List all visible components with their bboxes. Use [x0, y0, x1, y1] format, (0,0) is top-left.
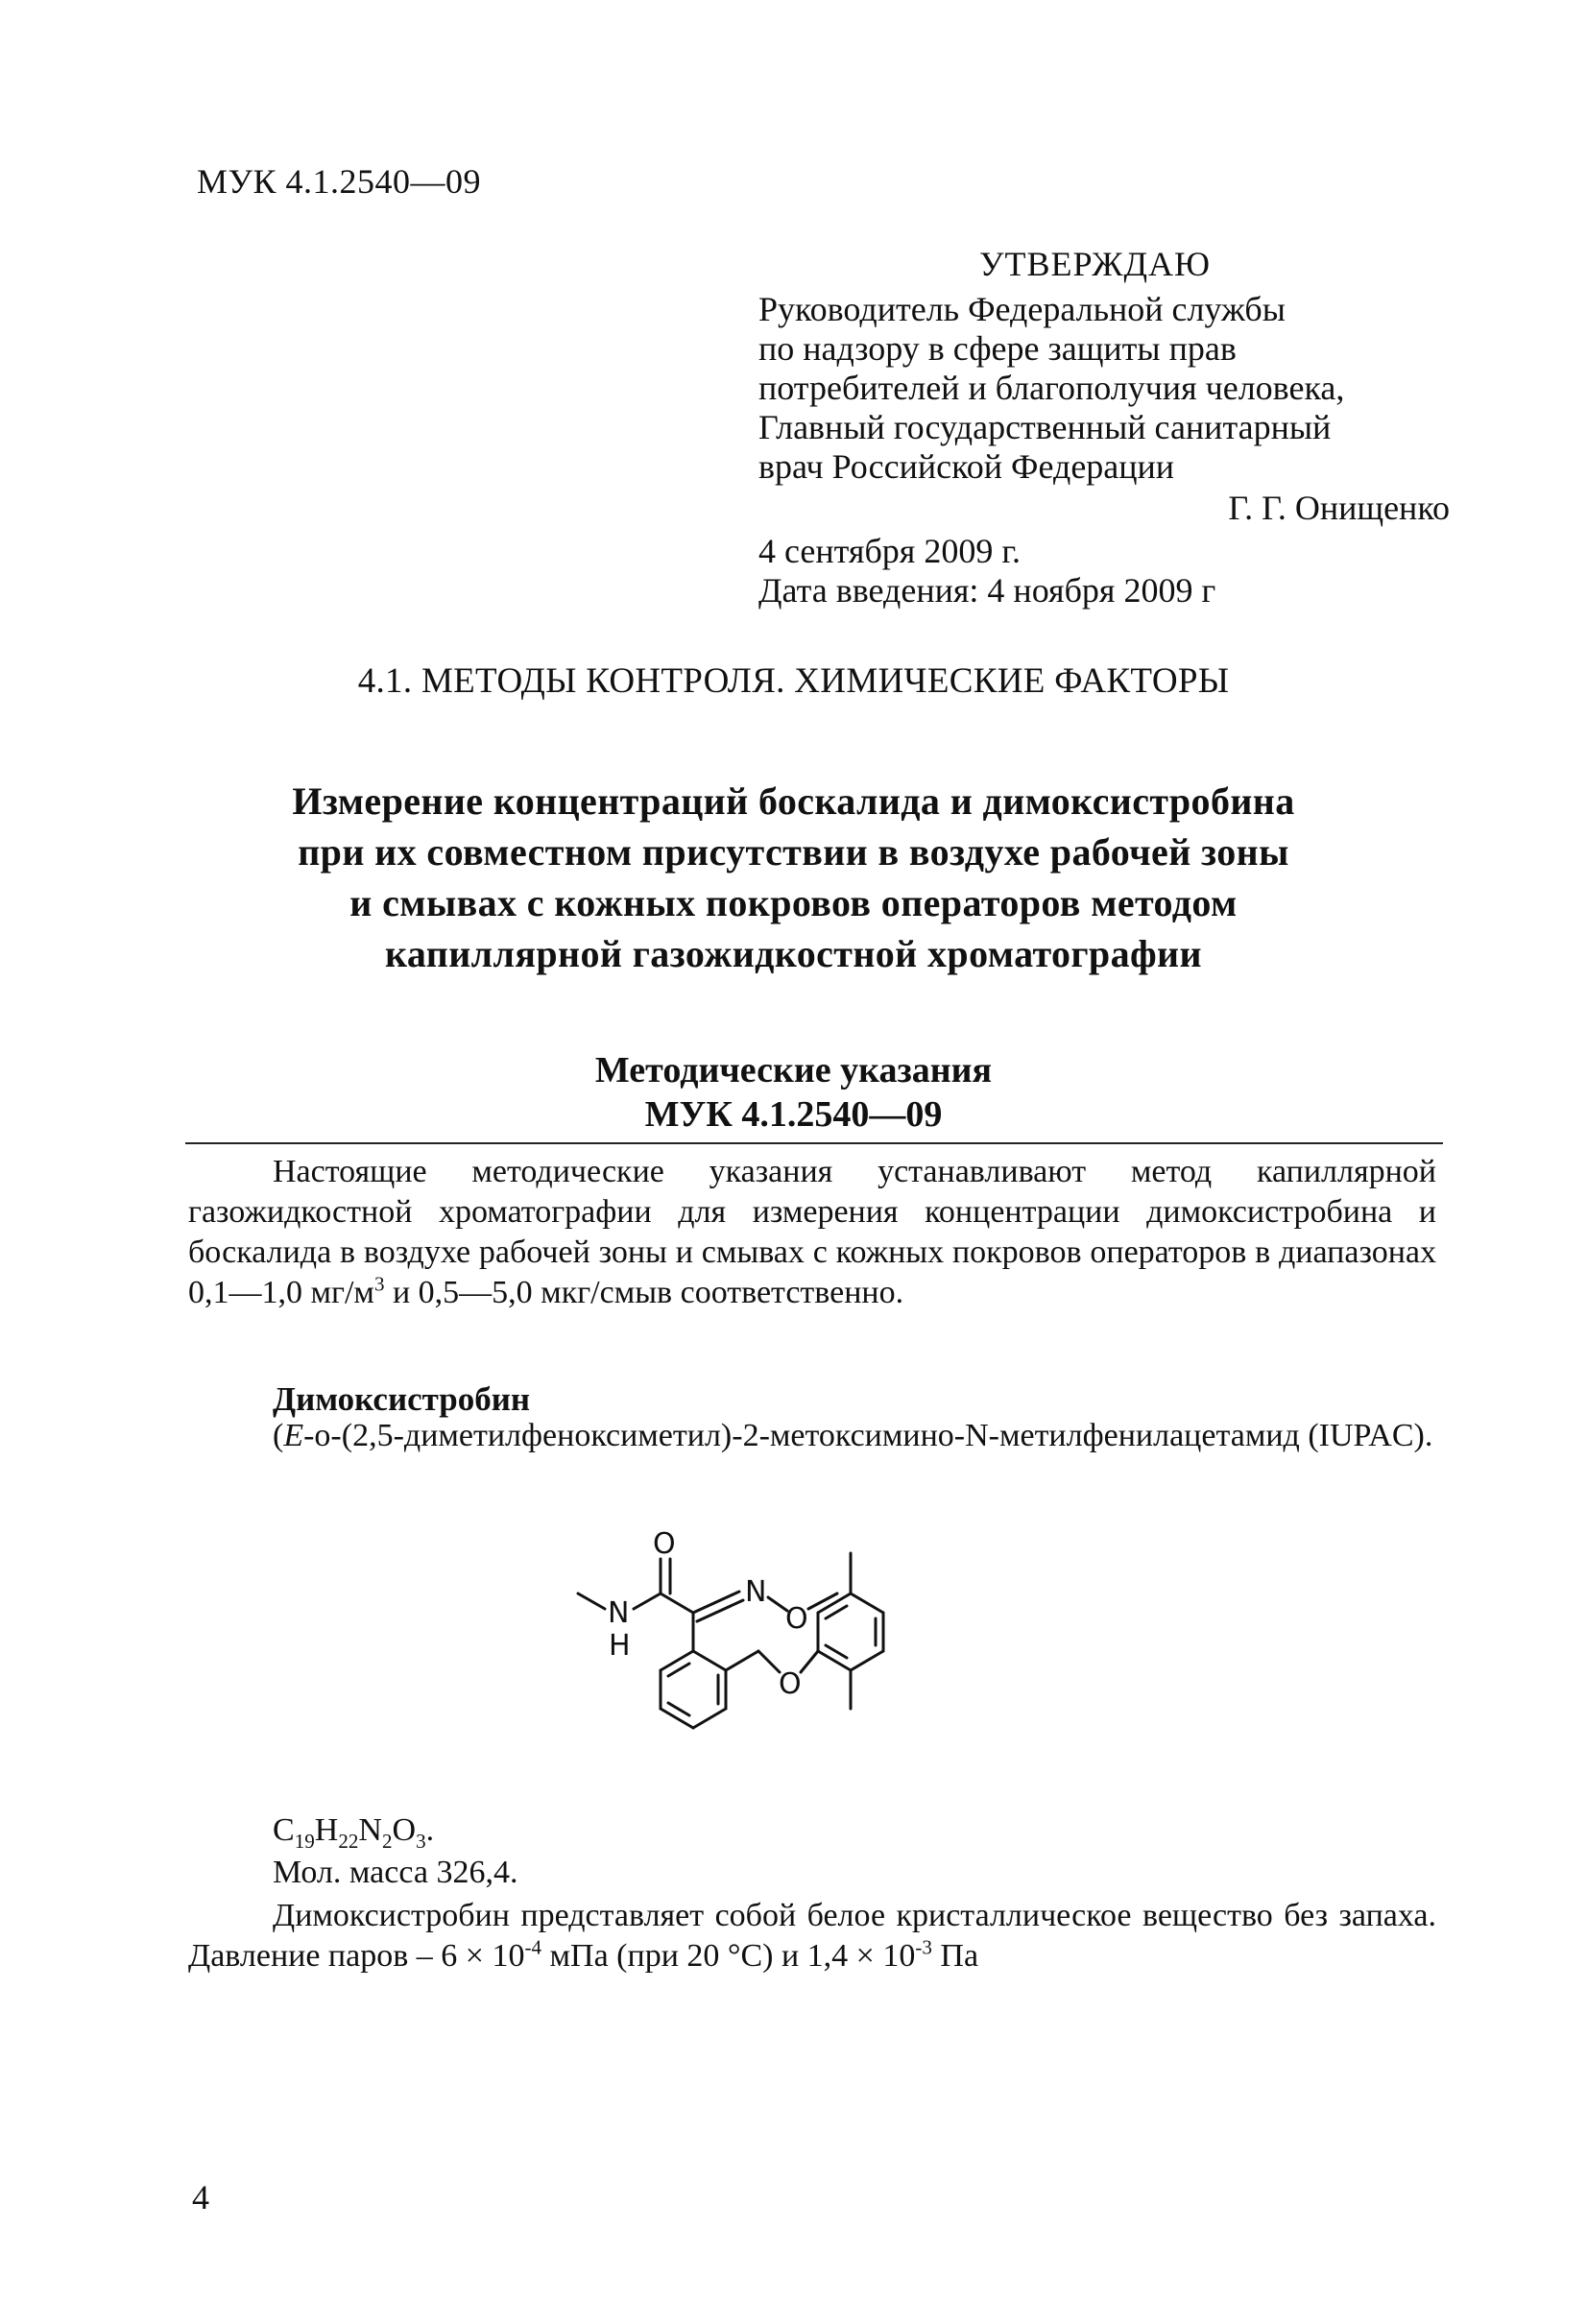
description-text: мПа (при 20 °С) и 1,4 × 10: [541, 1938, 916, 1974]
formula-hydrogen-count: 22: [338, 1829, 359, 1853]
section-title: 4.1. МЕТОДЫ КОНТРОЛЯ. ХИМИЧЕСКИЕ ФАКТОРЫ: [357, 661, 1230, 701]
approval-signer: Г. Г. Онищенко: [1228, 489, 1450, 527]
formula-end: .: [425, 1812, 435, 1848]
document-subtitle: [0, 1048, 1587, 1137]
introduction-date: Дата введения: 4 ноября 2009 г: [758, 571, 1216, 610]
formula-oxygen-count: 3: [416, 1829, 426, 1853]
intro-text-end: и 0,5—5,0 мкг/смыв соответственно.: [384, 1275, 904, 1310]
intro-paragraph: [188, 1152, 1436, 1313]
formula-nitrogen: N: [358, 1812, 382, 1848]
horizontal-rule: [185, 1142, 1443, 1144]
amide-nitrogen-label: N: [608, 1596, 630, 1630]
description-paragraph: [188, 1896, 1436, 1977]
exponent: -3: [915, 1935, 932, 1959]
title-line: Измерение концентраций боскалида и димоксистробина: [292, 779, 1295, 823]
ether-oxygen-label: O: [779, 1667, 802, 1701]
oxime-nitrogen-label: N: [745, 1575, 767, 1609]
formula-nitrogen-count: 2: [381, 1829, 393, 1853]
compound-name: Димоксистробин: [273, 1380, 531, 1418]
structural-formula: [566, 1517, 1066, 1790]
approval-position-line: по надзору в сфере защиты прав: [758, 329, 1237, 368]
subtitle-code: МУК 4.1.2540—09: [644, 1094, 943, 1135]
approval-block: [758, 245, 1450, 611]
formula-hydrogen: H: [314, 1812, 339, 1848]
formula-oxygen: O: [392, 1812, 417, 1848]
approval-position-line: Главный государственный санитарный: [758, 408, 1332, 446]
oxime-oxygen-label: O: [785, 1602, 808, 1636]
molecular-mass: Мол. масса 326,4.: [273, 1855, 518, 1890]
approval-position-line: врач Российской Федерации: [758, 447, 1175, 486]
description-text: Димоксистробин представляет собой белое кристаллическое вещество без запаха. Давление паров – 6 × 10: [188, 1898, 1436, 1974]
title-line: и смывах с кожных покровов операторов методом: [349, 881, 1238, 924]
title-line: капиллярной газожидкостной хроматографии: [385, 932, 1202, 975]
formula-carbon-count: 19: [294, 1829, 315, 1853]
iupac-text: -о-(2,5-диметилфеноксиметил)-2-метоксимино-N-метилфенилацетамид (IUPAC).: [303, 1418, 1433, 1453]
iupac-name: (E-о-(2,5-диметилфеноксиметил)-2-метоксимино-N-метилфенилацетамид (IUPAC).: [273, 1418, 1433, 1453]
unit-exponent: 3: [373, 1272, 385, 1296]
subtitle-type: Методические указания: [594, 1050, 993, 1090]
molecular-formula: [273, 1812, 435, 1853]
carbonyl-oxygen-label: O: [653, 1527, 676, 1561]
approval-heading: УТВЕРЖДАЮ: [979, 245, 1212, 283]
amide-hydrogen-label: H: [609, 1629, 631, 1663]
exponent: -4: [524, 1935, 542, 1959]
intro-text: Настоящие методические указания устанавливают метод капиллярной газожидкостной хроматографии для измерения концентрации димоксистробина и боскалида в воздухе рабочей зоны и смывах с кожных покровов операторов в диапазонах 0,1—1,0 мг/м: [188, 1154, 1436, 1310]
approval-date: 4 сентября 2009 г.: [758, 532, 1022, 570]
approval-position-line: потребителей и благополучия человека,: [758, 369, 1345, 407]
description-text: Па: [931, 1938, 979, 1974]
document-code: МУК 4.1.2540—09: [197, 162, 482, 201]
approval-position-line: Руководитель Федеральной службы: [758, 290, 1286, 328]
page-number: 4: [192, 2178, 209, 2216]
formula-carbon: C: [273, 1812, 295, 1848]
document-title: [125, 776, 1462, 979]
stereo-descriptor: E: [283, 1418, 304, 1453]
title-line: при их совместном присутствии в воздухе рабочей зоны: [298, 830, 1289, 874]
